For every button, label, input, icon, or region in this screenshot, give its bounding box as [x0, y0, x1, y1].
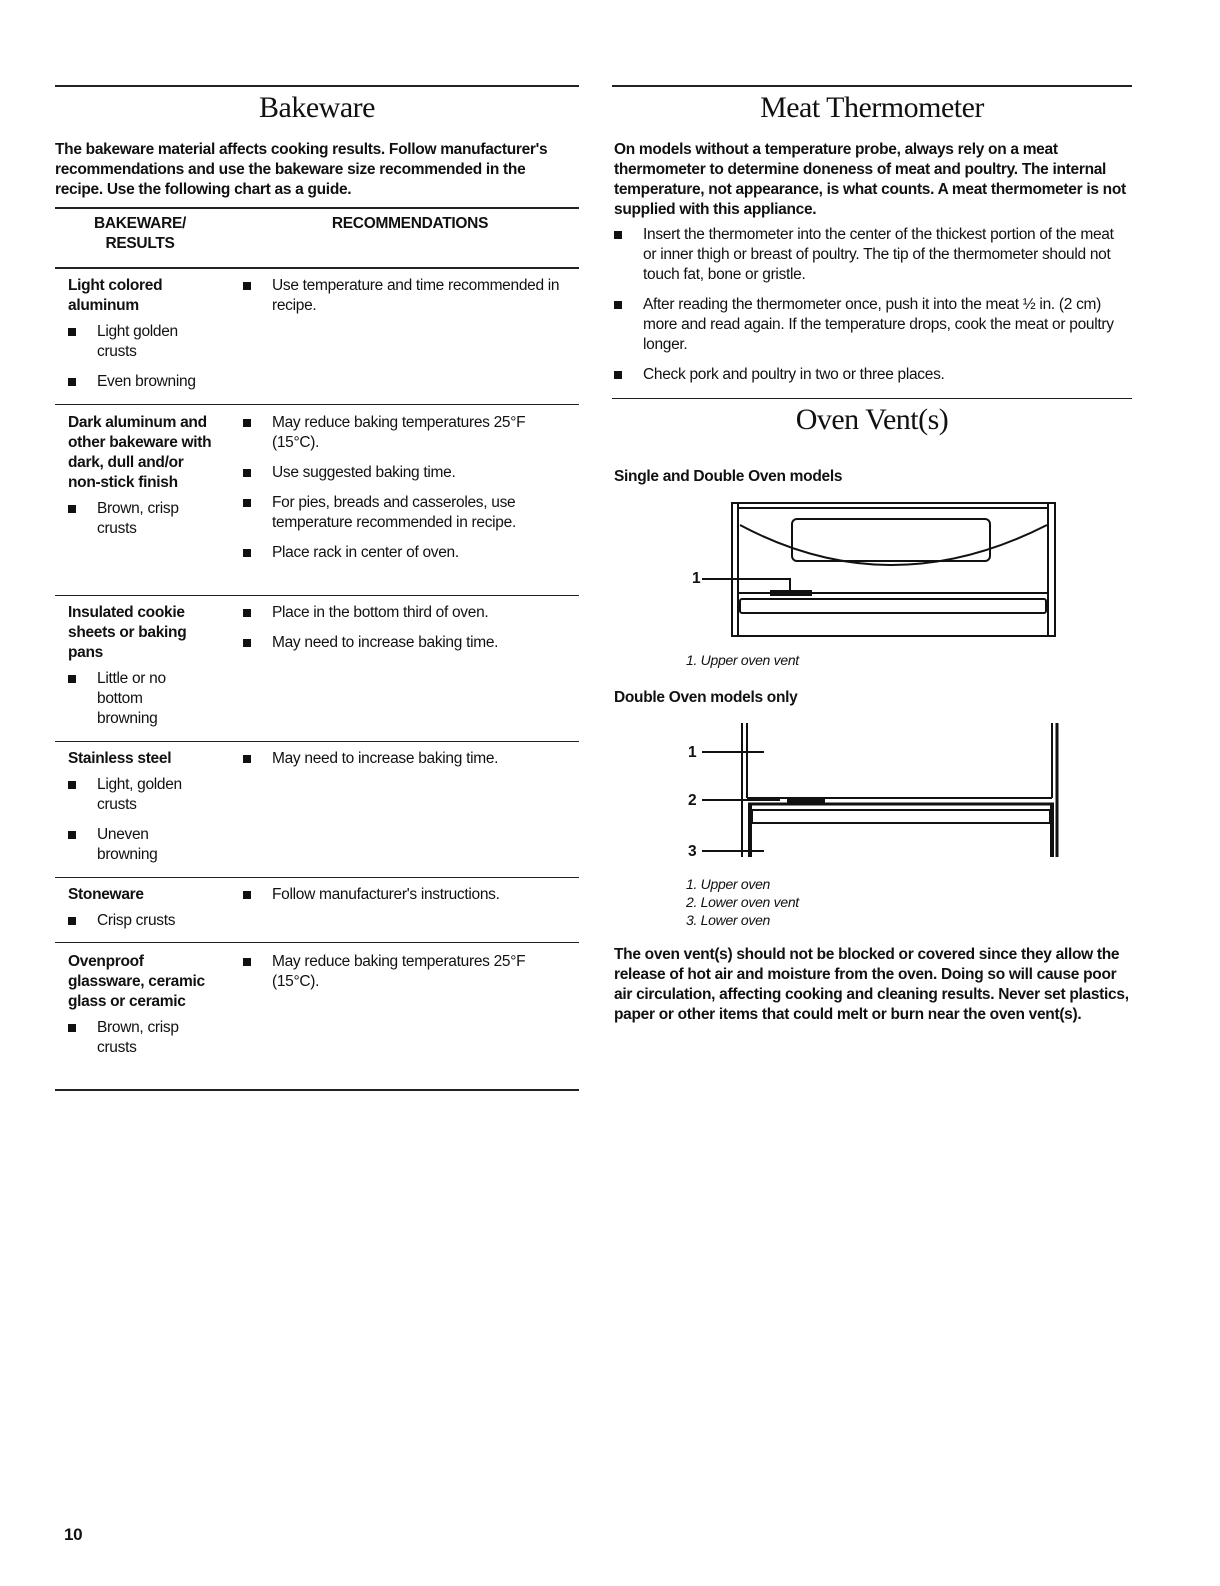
- single-caption: 1. Upper oven vent: [686, 652, 799, 668]
- recommendation-item: Place in the bottom third of oven.: [243, 603, 568, 623]
- row-divider: [55, 741, 579, 742]
- double-oven-vent-diagram: [680, 715, 1070, 865]
- oven-door-handle: [740, 599, 1046, 613]
- meat-bullets: [614, 225, 1129, 395]
- result-item: Uneven browning: [68, 825, 187, 865]
- bakeware-title: Bakeware: [259, 91, 375, 124]
- row-divider: [55, 595, 579, 596]
- result-item: Brown, crisp crusts: [68, 1018, 207, 1058]
- meat-bullet: Check pork and poultry in two or three places.: [614, 365, 1129, 385]
- meat-thermometer-title: Meat Thermometer: [760, 91, 984, 124]
- material-label: Stoneware: [68, 886, 144, 903]
- double-callout-2: 2: [688, 792, 697, 809]
- lower-vent-mark: [787, 797, 825, 803]
- single-oven-vent-diagram: [680, 495, 1070, 645]
- row-divider: [55, 404, 579, 405]
- oven-vents-title: Oven Vent(s): [795, 403, 949, 436]
- bakeware-intro: The bakeware material affects cooking results. Follow manufacturer's recommendations and use the bakeware size recommended in the recipe. Use the following chart as a guide.: [55, 141, 548, 198]
- result-item: Light golden crusts: [68, 322, 218, 362]
- caption-lower-oven-vent: 2. Lower oven vent: [686, 894, 799, 910]
- oven-outline: [732, 503, 1055, 636]
- vents-paragraph: The oven vent(s) should not be blocked or covered since they allow the release of hot air and moisture from the oven. Doing so will cause poor air circulation, affecting cooking and cleaning results. Never set plastics, paper or other items that could melt or burn near the oven vent(s).: [614, 946, 1129, 1023]
- section-rule: [612, 398, 1132, 399]
- row-divider: [55, 942, 579, 943]
- header-recommendations: RECOMMENDATIONS: [331, 215, 489, 232]
- top-rule-left: [55, 85, 579, 87]
- material-label: Dark aluminum and other bakeware with dark, dull and/or non-stick finish: [68, 414, 212, 491]
- table-row: [68, 413, 218, 549]
- recommendation-item: Use temperature and time recommended in recipe.: [243, 276, 563, 316]
- row-divider: [55, 877, 579, 878]
- result-item: Light, golden crusts: [68, 775, 207, 815]
- table-row: [68, 276, 218, 402]
- double-callout-3: 3: [688, 843, 697, 860]
- recommendation-item: Place rack in center of oven.: [243, 543, 568, 563]
- page-number: 10: [64, 1525, 83, 1544]
- recommendation-item: Follow manufacturer's instructions.: [243, 885, 568, 905]
- table-row: [68, 952, 223, 1068]
- result-item: Crisp crusts: [68, 911, 218, 931]
- result-item: Even browning: [68, 372, 218, 392]
- table-row: [68, 749, 218, 875]
- recommendation-item: May need to increase baking time.: [243, 633, 568, 653]
- material-label: Insulated cookie sheets or baking pans: [68, 604, 187, 661]
- top-rule-right: [612, 85, 1132, 87]
- display-window: [792, 519, 990, 561]
- table-bottom-rule: [55, 1089, 579, 1091]
- upper-vent-mark: [770, 590, 812, 596]
- recommendation-item: May reduce baking temperatures 25°F (15°C).: [243, 413, 568, 453]
- meat-bullet: After reading the thermometer once, push it into the meat ½ in. (2 cm) more and read again. If the temperature drops, cook the meat or poultry longer.: [614, 295, 1129, 355]
- recommendation-item: Use suggested baking time.: [243, 463, 568, 483]
- meat-bullet: Insert the thermometer into the center of the thickest portion of the meat or inner thigh or breast of poultry. The tip of the thermometer should not touch fat, bone or gristle.: [614, 225, 1129, 285]
- table-top-rule: [55, 207, 579, 209]
- header-rule: [55, 267, 579, 269]
- recommendation-item: For pies, breads and casseroles, use temperature recommended in recipe.: [243, 493, 568, 533]
- recommendation-item: May need to increase baking time.: [243, 749, 568, 769]
- material-label: Light colored aluminum: [68, 277, 163, 314]
- meat-intro: On models without a temperature probe, always rely on a meat thermometer to determine doneness of meat and poultry. The internal temperature, not appearance, is what counts. A meat thermometer is not supplied with this appliance.: [614, 141, 1126, 218]
- table-row: [68, 885, 218, 941]
- double-captions: [686, 875, 799, 929]
- control-panel-curve: [740, 525, 1047, 565]
- header-bakeware-results: BAKEWARE/ RESULTS: [93, 215, 187, 252]
- caption-lower-oven: 3. Lower oven: [686, 912, 771, 928]
- caption-upper-oven: 1. Upper oven: [686, 876, 771, 892]
- result-item: Little or no bottom browning: [68, 669, 187, 729]
- material-label: Stainless steel: [68, 750, 172, 767]
- double-callout-1: 1: [688, 744, 697, 761]
- recommendation-item: May reduce baking temperatures 25°F (15°C).: [243, 952, 568, 992]
- material-label: Ovenproof glassware, ceramic glass or ceramic: [68, 953, 205, 1010]
- result-item: Brown, crisp crusts: [68, 499, 218, 539]
- single-double-heading: Single and Double Oven models: [614, 468, 843, 485]
- table-row: [68, 603, 218, 739]
- double-only-heading: Double Oven models only: [614, 689, 798, 706]
- single-callout-1: 1: [692, 570, 701, 587]
